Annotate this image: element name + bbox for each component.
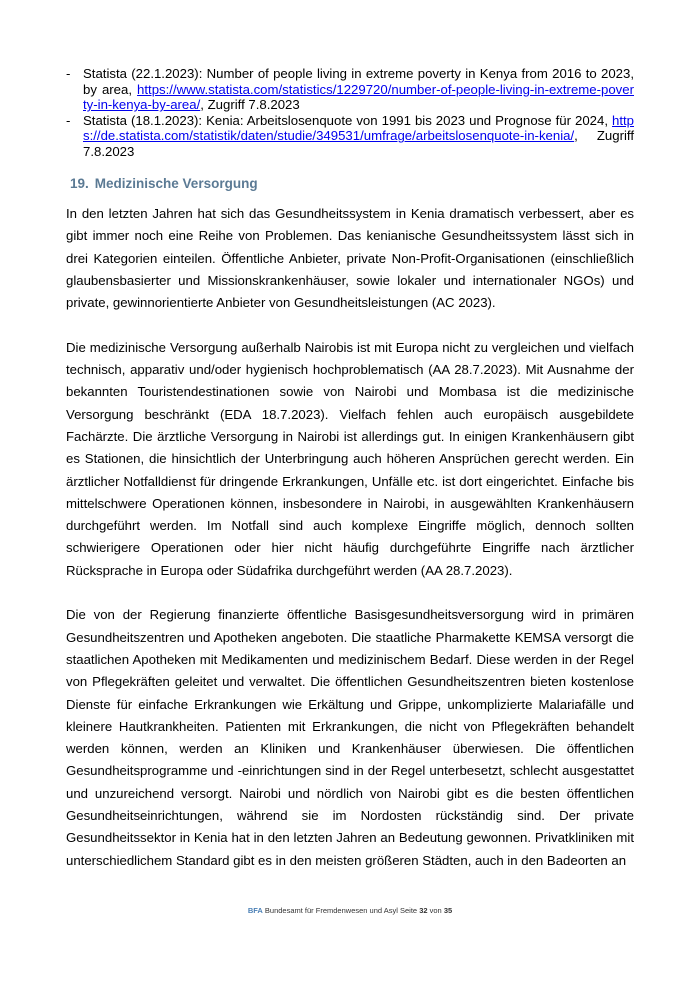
bfa-logo: BFA bbox=[247, 906, 263, 915]
footer-page-label: Seite bbox=[400, 906, 418, 915]
paragraph: Die medizinische Versorgung außerhalb Nairobis ist mit Europa nicht zu vergleichen und vielfach technisch, apparativ und/oder hygienisch hochproblematisch (AA 28.7.2023). Mit Ausnahme der bekannten Touristendestinationen sowie von Nairobi und Mombasa ist die medizinische Versorgung beschränkt (EDA 18.7.2023). Vielfach fehlen auch europäisch ausgebildete Fachärzte. Die ärztliche Versorgung in Nairobi ist allerdings gut. In einigen Krankenhäusern gibt es Stationen, die hinsichtlich der Unterbringung auch höheren Ansprüchen gerecht werden. Ein ärztlicher Notfalldienst für dringende Erkrankungen, Unfälle etc. ist dort eingerichtet. Einfache bis mittelschwere Operationen können, insbesondere in Nairobi, in ausgewählten Krankenhäusern durchgeführt werden. Im Notfall sind auch komplexe Eingriffe möglich, dennoch sollten schwierigere Operationen oder hier nicht häufig durchgeführte Eingriffe nach ärztlicher Rücksprache in Europa oder Südafrika durchgeführt werden (AA 28.7.2023). bbox=[66, 339, 634, 578]
reference-item bbox=[66, 66, 634, 113]
page-footer bbox=[0, 906, 700, 915]
list-dash: - bbox=[66, 66, 71, 81]
reference-link[interactable]: https://de.statista.com/statistik/daten/studie/349531/umfrage/arbeitslosenquote-in-kenia/ bbox=[83, 112, 634, 144]
section-number: 19. bbox=[70, 176, 89, 191]
reference-text-before: Statista (18.1.2023): Kenia: Arbeitslosenquote von 1991 bis 2023 und Prognose für 2024, bbox=[83, 112, 612, 128]
reference-text-after: , Zugriff 7.8.2023 bbox=[83, 128, 634, 159]
section-body bbox=[66, 203, 634, 894]
reference-text bbox=[83, 66, 634, 113]
footer-page-total: 35 bbox=[443, 906, 453, 915]
reference-text bbox=[83, 113, 634, 160]
paragraph: In den letzten Jahren hat sich das Gesundheitssystem in Kenia dramatisch verbessert, aber es gibt immer noch eine Reihe von Problemen. Das kenianische Gesundheitssystem lässt sich in drei Kategorien einteilen. Öffentliche Anbieter, private Non-Profit-Organisationen (einschließlich glaubensbasierter und Missionskrankenhäuser, sowie lokaler und internationaler NGOs) und private, gewinnorientierte Anbieter von Gesundheitsleistungen (AC 2023). bbox=[66, 206, 634, 311]
paragraph: Die von der Regierung finanzierte öffentliche Basisgesundheitsversorgung wird in primären Gesundheitszentren und Apotheken angeboten. Die staatliche Pharmakette KEMSA versorgt die staatlichen Apotheken mit Medikamenten und medizinischem Bedarf. Diese werden in der Regel von Pflegekräften geleitet und verwaltet. Die öffentlichen Gesundheitszentren bieten kostenlose Dienste für einfache Erkrankungen wie Erkältung und Grippe, unkomplizierte Malariafälle und kleinere Hautkrankheiten. Patienten mit Erkrankungen, die nicht von Pflegekräften behandelt werden können, werden an Kliniken und Krankenhäuser überwiesen. Die öffentlichen Gesundheitsprogramme und -einrichtungen sind in der Regel unterbesetzt, schlecht ausgestattet und unzureichend versorgt. Nairobi und nördlich von Nairobi gibt es die besten öffentlichen Gesundheitseinrichtungen, während sie im Nordosten rückständig sind. Der private Gesundheitssektor in Kenia hat in den letzten Jahren an Bedeutung gewonnen. Privatkliniken mit unterschiedlichem Standard gibt es in den meisten größeren Städten, auch in den Badeorten an bbox=[66, 607, 634, 868]
section-heading bbox=[70, 176, 258, 191]
reference-item bbox=[66, 113, 634, 160]
list-dash: - bbox=[66, 112, 71, 128]
reference-link[interactable]: https://www.statista.com/statistics/1229720/number-of-people-living-in-extreme-poverty-in-kenya-by-area/ bbox=[83, 81, 634, 113]
reference-text-before: Statista (22.1.2023): Number of people living in extreme poverty in Kenya from 2016 to 2023, by area, bbox=[83, 66, 634, 97]
section-title: Medizinische Versorgung bbox=[94, 176, 258, 191]
footer-of-label: von bbox=[429, 906, 442, 915]
reference-text-after: , Zugriff 7.8.2023 bbox=[200, 97, 300, 113]
reference-list bbox=[66, 66, 634, 160]
footer-page-number: 32 bbox=[419, 906, 428, 915]
footer-org: Bundesamt für Fremdenwesen und Asyl bbox=[264, 906, 398, 915]
